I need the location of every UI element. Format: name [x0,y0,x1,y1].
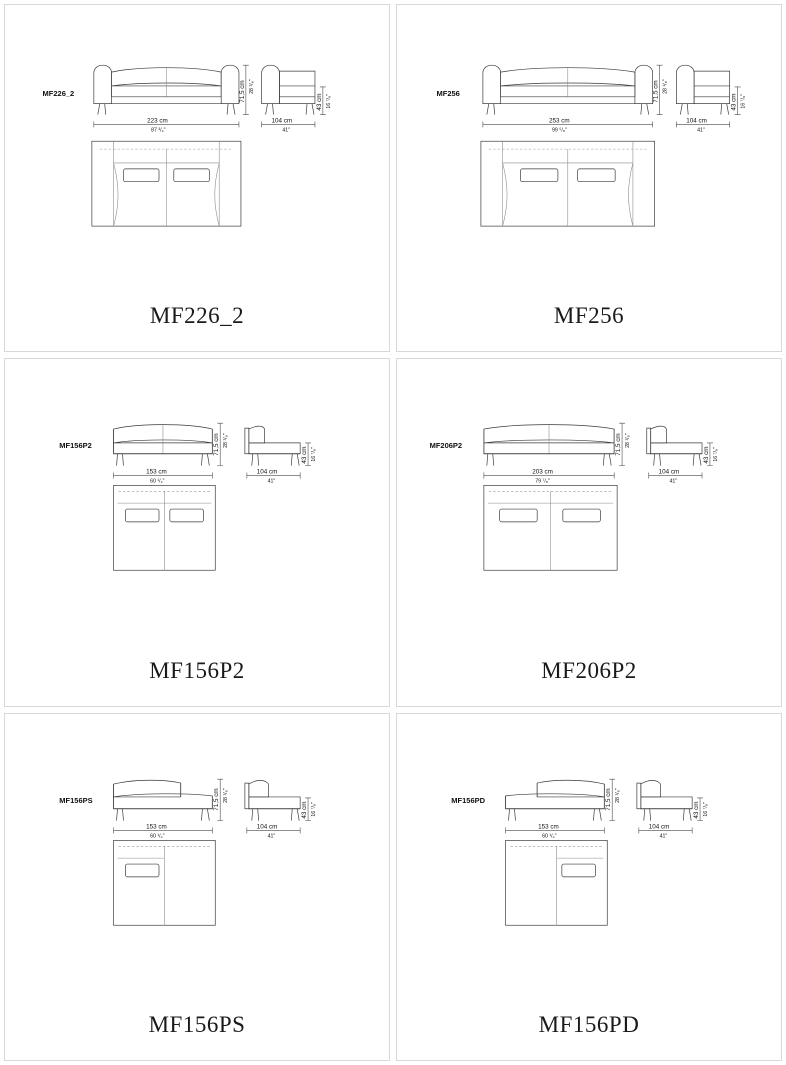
product-cell-mf156pd [396,713,782,1061]
svg-text:41": 41" [697,127,705,134]
svg-text:60 ¹/₄": 60 ¹/₄" [150,833,165,840]
model-caption: MF156PD [538,1012,640,1037]
product-cell-mf156p2 [4,358,390,706]
drawing-mf156p2 [5,359,389,657]
svg-text:71,5 cm: 71,5 cm [615,433,623,457]
svg-text:87 ³/₄": 87 ³/₄" [151,127,166,134]
drawing-mf156pd [397,714,781,1012]
svg-text:28 ¹/₈": 28 ¹/₈" [624,433,631,449]
svg-text:104 cm: 104 cm [271,117,293,125]
svg-text:28 ¹/₈": 28 ¹/₈" [662,79,669,94]
svg-text:203 cm: 203 cm [532,468,553,476]
svg-text:MF156PD: MF156PD [451,795,486,805]
svg-text:153 cm: 153 cm [538,823,559,831]
model-caption: MF156P2 [149,657,245,683]
svg-text:43 cm: 43 cm [730,93,738,111]
svg-text:43 cm: 43 cm [301,801,309,819]
svg-text:104 cm: 104 cm [658,468,680,476]
svg-text:79 ⁷/₈": 79 ⁷/₈" [535,478,550,485]
drawing-mf206p2 [397,359,781,657]
svg-text:MF156P2: MF156P2 [59,441,92,451]
svg-text:104 cm: 104 cm [686,117,707,125]
svg-text:16 ⁷/₈": 16 ⁷/₈" [712,447,719,462]
drawing-mf256 [397,5,781,303]
svg-text:28 ¹/₈": 28 ¹/₈" [223,433,230,449]
product-cell-mf156ps [4,713,390,1061]
svg-text:MF256: MF256 [436,88,460,98]
svg-text:41": 41" [267,478,276,485]
drawing-mf226-2 [5,5,389,303]
svg-text:28 ¹/₈": 28 ¹/₈" [223,788,230,803]
svg-text:28 ¹/₈": 28 ¹/₈" [248,79,255,94]
svg-text:71,5 cm: 71,5 cm [213,433,221,457]
svg-text:16 ⁷/₈": 16 ⁷/₈" [310,801,317,817]
svg-text:153 cm: 153 cm [146,468,167,476]
model-caption: MF156PS [148,1012,246,1037]
svg-text:16 ⁷/₈": 16 ⁷/₈" [702,801,709,817]
svg-text:MF226_2: MF226_2 [42,88,75,98]
svg-text:41": 41" [669,478,678,485]
product-cell-mf206p2 [396,358,782,706]
svg-text:99 ⁵/₈": 99 ⁵/₈" [551,127,567,134]
svg-text:223 cm: 223 cm [147,117,168,125]
svg-text:60 ¹/₄": 60 ¹/₄" [150,478,165,485]
svg-text:71,5 cm: 71,5 cm [238,80,246,103]
svg-text:MF206P2: MF206P2 [429,441,463,451]
svg-text:104 cm: 104 cm [256,468,278,476]
svg-text:71,5 cm: 71,5 cm [213,787,221,811]
svg-text:41": 41" [659,833,668,840]
product-cell-mf226-2 [4,4,390,352]
model-caption: MF226_2 [149,303,245,329]
svg-text:16 ⁷/₈": 16 ⁷/₈" [310,447,317,462]
svg-text:71,5 cm: 71,5 cm [605,787,613,811]
svg-text:253 cm: 253 cm [549,117,570,125]
model-caption: MF206P2 [541,657,637,683]
model-caption: MF256 [553,303,625,329]
svg-text:43 cm: 43 cm [315,93,323,111]
svg-text:28 ¹/₈": 28 ¹/₈" [615,788,622,803]
svg-text:104 cm: 104 cm [256,823,278,831]
svg-text:16 ⁷/₈": 16 ⁷/₈" [325,94,332,109]
svg-text:43 cm: 43 cm [702,446,710,464]
svg-text:104 cm: 104 cm [648,823,670,831]
svg-text:43 cm: 43 cm [301,446,309,464]
svg-text:71,5 cm: 71,5 cm [652,80,660,103]
svg-text:60 ¹/₄": 60 ¹/₄" [542,833,557,840]
drawing-mf156ps [5,714,389,1012]
svg-text:MF156PS: MF156PS [59,795,93,805]
svg-text:43 cm: 43 cm [693,801,701,819]
svg-text:153 cm: 153 cm [146,823,167,831]
product-cell-mf256 [396,4,782,352]
svg-text:41": 41" [282,127,291,134]
svg-text:16 ⁷/₈": 16 ⁷/₈" [740,94,747,109]
svg-text:41": 41" [267,833,276,840]
